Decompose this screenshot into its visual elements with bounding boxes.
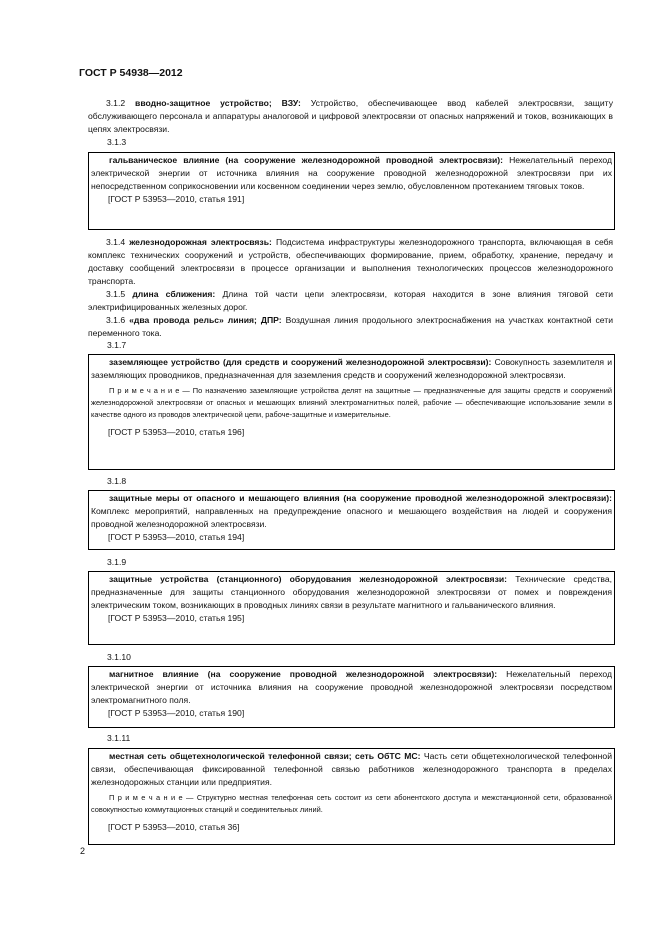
entry-term: защитные устройства (станционного) оборудования железнодорожной электросвязи:	[109, 574, 507, 584]
entry-definition: Подсистема инфраструктуры железнодорожного транспорта, включающая в себя комплекс технических сооружений и устройств, обеспечивающих формирование, прием, обработку, хранение, передачу и доставку сообщений электросвязи в процессе организации и выполнения технологических процессов железнодорожного транспорта.	[88, 237, 614, 286]
entry-reference: [ГОСТ Р 53953—2010, статья 194]	[108, 532, 245, 542]
entry-number: 3.1.4	[106, 237, 126, 247]
term-entry-3-1-4	[88, 236, 613, 288]
entry-term: местная сеть общетехнологической телефонной связи; сеть ОбТС МС:	[109, 751, 421, 761]
entry-reference: [ГОСТ Р 53953—2010, статья 191]	[108, 194, 245, 204]
entry-term: магнитное влияние (на сооружение проводной железнодорожной электросвязи):	[109, 669, 498, 679]
term-entry-3-1-6	[88, 314, 613, 340]
note-text: — Структурно местная телефонная сеть состоит из сети абонентского доступа и межстанционной сети, образованной совокупностью коммутационных станций и соединительных линий.	[91, 793, 612, 814]
entry-definition: Совокупность заземлителя и заземляющих проводников, предназначенная для заземления средств и сооружений железнодорожной электросвязи.	[91, 357, 612, 380]
entry-term: защитные меры от опасного и мешающего влияния (на сооружение проводной железнодорожной электросвязи):	[109, 493, 612, 503]
entry-number-3-1-10: 3.1.10	[107, 652, 131, 662]
entry-number-3-1-3: 3.1.3	[107, 137, 127, 147]
note-label: П р и м е ч а н и е	[109, 386, 180, 395]
note-label: П р и м е ч а н и е	[109, 793, 183, 802]
entry-reference: [ГОСТ Р 53953—2010, статья 190]	[108, 708, 245, 718]
entry-number-3-1-8: 3.1.8	[107, 476, 127, 486]
entry-definition: Устройство, обеспечивающее ввод кабелей электросвязи, защиту обслуживающего персонала и аппаратуры аналоговой и цифровой электросвязи от опасных напряжений и токов, возникающих в цепях электросвязи.	[88, 98, 613, 134]
entry-reference: [ГОСТ Р 53953—2010, статья 195]	[108, 613, 245, 623]
entry-reference: [ГОСТ Р 53953—2010, статья 36]	[108, 822, 240, 832]
page-number: 2	[80, 846, 86, 856]
entry-reference: [ГОСТ Р 53953—2010, статья 196]	[108, 427, 245, 437]
entry-number: 3.1.2	[106, 98, 126, 108]
entry-term: вводно-защитное устройство; ВЗУ:	[135, 98, 301, 108]
entry-definition: Комплекс мероприятий, направленных на предупреждение опасного и мешающего воздействия на людей и сооружения проводной железнодорожной электросвязи.	[91, 506, 612, 529]
entry-definition: Длина той части цепи электросвязи, которая находится в зоне влияния тяговой сети электрифицированных железных дорог.	[88, 289, 614, 312]
term-box-3-1-7	[88, 354, 615, 470]
entry-definition: Нежелательный переход электрической энергии от источника влияния на сооружение проводной железнодорожной электросвязи при их непосредственном соприкосновении или косвенном соединении через землю, обусловленном протеканием тяговых токов.	[91, 155, 613, 191]
entry-definition: Технические средства, предназначенные для защиты станционного оборудования железнодорожной электросвязи от помех и повреждения электрическим током, возникающих в проводных линиях связи в результате магнитного и гальванического влияния.	[91, 574, 613, 610]
term-box-3-1-9	[88, 571, 615, 645]
page-header: ГОСТ Р 54938—2012	[79, 67, 183, 79]
term-box-3-1-11	[88, 748, 615, 845]
term-box-3-1-10	[88, 666, 615, 728]
term-box-3-1-3	[88, 152, 615, 230]
entry-term: «два провода рельс» линия; ДПР:	[129, 315, 282, 325]
entry-number-3-1-7: 3.1.7	[107, 340, 127, 350]
entry-definition: Нежелательный переход электрической энергии от источника влияния на сооружение проводной железнодорожной электросвязи посредством электромагнитного поля.	[91, 669, 613, 705]
entry-term: заземляющее устройство (для средств и сооружений железнодорожной электросвязи):	[109, 357, 492, 367]
entry-definition: Часть сети общетехнологической телефонной связи, обеспечивающая фиксированной телефонной связью работников железнодорожного транспорта в пределах железнодорожных станции или предприятия.	[91, 751, 612, 787]
term-entry-3-1-2	[88, 97, 613, 136]
entry-number-3-1-9: 3.1.9	[107, 557, 127, 567]
entry-definition: Воздушная линия продольного электроснабжения на участках контактной сети переменного тока.	[88, 315, 614, 338]
term-entry-3-1-5	[88, 288, 613, 314]
note-text: — По назначению заземляющие устройства делят на защитные — предназначенные для защиты средств и сооружений железнодорожной электросвязи от опасных и мешающих влияний электромагнитных полей, рабочие — обеспечивающие использование земли в качестве одного из проводов электрической цепи, рабоче-защитные и измерительные.	[91, 386, 612, 419]
entry-number: 3.1.5	[106, 289, 126, 299]
term-box-3-1-8	[88, 490, 615, 550]
entry-term: гальваническое влияние (на сооружение железнодорожной проводной электросвязи):	[109, 155, 504, 165]
entry-term: железнодорожная электросвязь:	[129, 237, 272, 247]
entry-number-3-1-11: 3.1.11	[107, 733, 131, 743]
entry-term: длина сближения:	[132, 289, 216, 299]
entry-number: 3.1.6	[106, 315, 126, 325]
